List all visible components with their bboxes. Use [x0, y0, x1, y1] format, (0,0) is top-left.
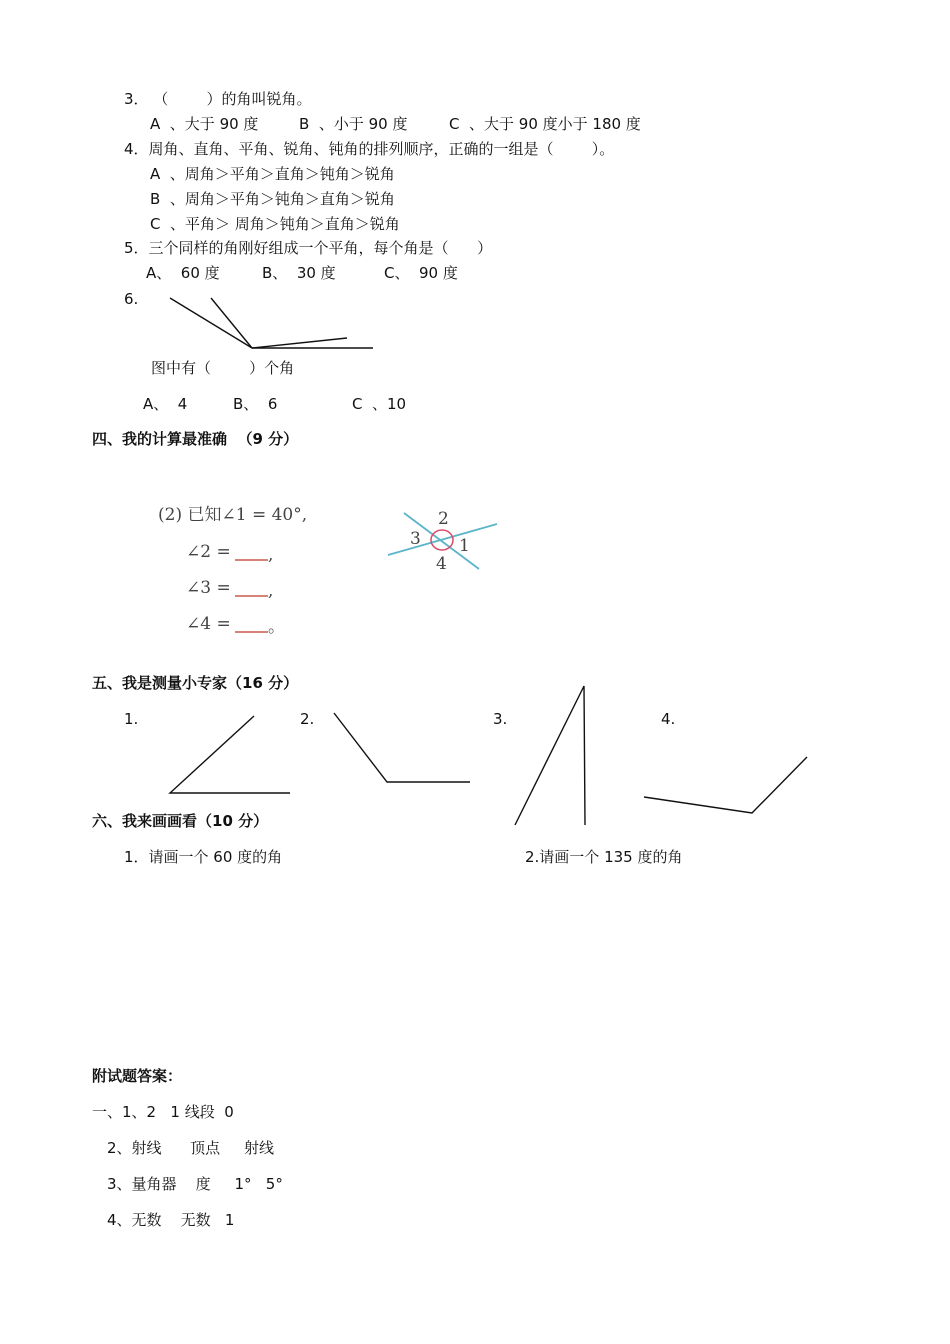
angle-number-2: 2 — [438, 509, 449, 529]
answer-line-4: 4、无数 无数 1 — [107, 1211, 235, 1229]
q3-stem: 3． （ ）的角叫锐角。 — [124, 90, 312, 108]
q4-option-b: B 、周角＞平角＞钝角＞直角＞锐角 — [150, 190, 395, 208]
measure-number-1: 1. — [124, 710, 139, 728]
q6-option-a: A、 4 — [143, 395, 188, 413]
draw-task-1: 1．请画一个 60 度的角 — [124, 848, 283, 866]
q6-option-c: C 、10 — [352, 395, 407, 413]
q6-question: 图中有（ ）个角 — [151, 359, 295, 377]
angle4-period: 。 — [268, 617, 285, 637]
section6-title: 六、我来画画看（10 分） — [92, 812, 269, 830]
q6-option-b: B、 6 — [233, 395, 278, 413]
angle-number-3: 3 — [410, 529, 421, 549]
q3-option-a: A 、大于 90 度 — [150, 115, 259, 133]
angle-number-4: 4 — [436, 554, 447, 574]
q4-stem: 4．周角、直角、平角、锐角、钝角的排列顺序，正确的一组是（ ）。 — [124, 140, 615, 158]
q5-option-c: C、 90 度 — [384, 264, 458, 282]
q5-option-a: A、 60 度 — [146, 264, 220, 282]
section5-title: 五、我是测量小专家（16 分） — [92, 674, 299, 692]
angle3-comma: , — [268, 581, 274, 601]
answer-line-2: 2、射线 顶点 射线 — [107, 1139, 274, 1157]
angle2-comma: , — [268, 545, 274, 565]
angle4-label: ∠4 = — [186, 614, 231, 634]
angle-number-1: 1 — [459, 536, 470, 556]
q3-option-c: C 、大于 90 度小于 180 度 — [449, 115, 641, 133]
measure-number-3: 3. — [493, 710, 508, 728]
answer-line-3: 3、量角器 度 1° 5° — [107, 1175, 283, 1193]
q6-number: 6. — [124, 290, 139, 308]
angle3-label: ∠3 = — [186, 578, 231, 598]
measure-number-4: 4. — [661, 710, 676, 728]
measure-angle-3 — [515, 686, 585, 825]
given-text: (2) 已知∠1 = 40°, — [158, 505, 308, 525]
q3-option-b: B 、小于 90 度 — [299, 115, 408, 133]
answers-title: 附试题答案： — [92, 1067, 183, 1085]
section4-title: 四、我的计算最准确 （9 分） — [92, 430, 299, 448]
measure-number-2: 2. — [300, 710, 315, 728]
draw-task-2: 2.请画一个 135 度的角 — [525, 848, 683, 866]
q4-option-c: C 、平角＞ 周角＞钝角＞直角＞锐角 — [150, 215, 400, 233]
answer-line-1: 一、1、2 1 线段 0 — [92, 1103, 234, 1121]
measure-angle-1 — [170, 716, 290, 793]
measure-angle-4 — [644, 757, 807, 813]
measure-angle-2 — [334, 713, 470, 782]
q5-option-b: B、 30 度 — [262, 264, 336, 282]
q4-option-a: A 、周角＞平角＞直角＞钝角＞锐角 — [150, 165, 395, 183]
q5-stem: 5．三个同样的角刚好组成一个平角，每个角是（ ） — [124, 239, 493, 257]
angle2-label: ∠2 = — [186, 542, 231, 562]
